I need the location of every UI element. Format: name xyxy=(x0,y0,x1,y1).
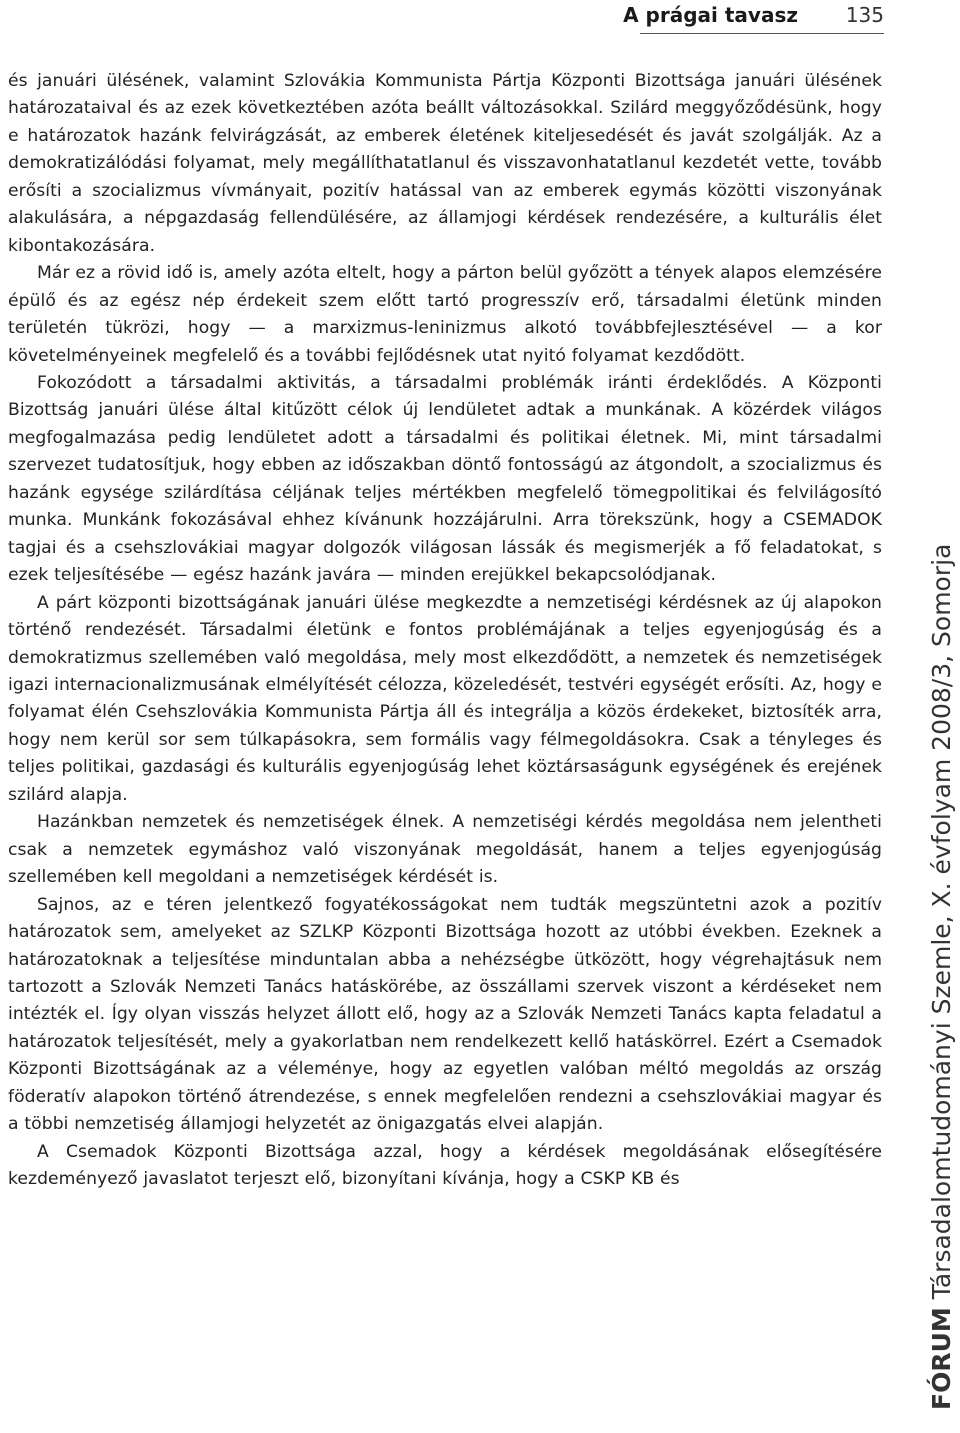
paragraph-6: Sajnos, az e téren jelentkező fogyatékosságokat nem tudták megszüntetni azok a pozitív határozatok sem, amelyeket az SZLKP Központi Bizottsága hozott az utóbbi években. Ezeknek a határozatoknak a teljesítése minduntalan abba a nehézségbe ütközött, hogy végrehajtásuk nem tartozott a Szlovák Nemzeti Tanács hatáskörébe, az összállami szervek viszont a kérdéseket nem intézték el. Így olyan visszás helyzet állott elő, hogy az a Szlovák Nemzeti Tanács kapta feladatul a határozatok teljesítését, mely a gyakorlatban nem rendelkezett kellő hatáskörrel. Ezért a Csemadok Központi Bizottságának az a véleménye, hogy az egyetlen valóban méltó megoldás az ország föderatív alapokon történő átrendezése, s ennek megfelelően rendezni a csehszlovákiai magyar és a többi nemzetiség államjogi helyzetét az önigazgatás elvei alapján. xyxy=(8,894,882,1135)
paragraph-3: Fokozódott a társadalmi aktivitás, a társadalmi problémák iránti érdeklődés. A Központi Bizottság januári ülése által kitűzött célok új lendületet adtak a munkának. A közérdek világos megfogalmazása pedig lendületet adott a társadalmi és politikai életnek. Mi, mint társadalmi szervezet tudatosítjuk, hogy ebben az időszakban döntő fontosságú az átgondolt, a szocializmus és hazánk egysége szilárdítása céljának teljes mértékben megfelelő tömegpolitikai és felvilágosító munka. Munkánk fokozásával ehhez kívánunk hozzájárulni. Arra törekszünk, hogy a CSEMADOK tagjai és a csehszlovákiai magyar dolgozók világosan lássák és megismerjék a fő feladatokat, s ezek teljesítésébe — egész hazánk javára — minden erejükkel bekapcsolódjanak. xyxy=(8,372,882,586)
paragraph-5: Hazánkban nemzetek és nemzetiségek élnek. A nemzetiségi kérdés megoldása nem jelentheti csak a nemzetek egymáshoz való viszonyának megoldását, hanem a teljes egyenjogúság szellemében kell megoldani a nemzetiségek kérdését is. xyxy=(8,812,882,888)
journal-brand: FÓRUM xyxy=(927,1307,956,1410)
journal-citation: Társadalomtudományi Szemle, X. évfolyam 2008/3, Somorja xyxy=(927,543,956,1308)
paragraph-2: Már ez a rövid idő is, amely azóta eltelt, hogy a párton belül győzött a tények alapos elemzésére épülő és az egész nép érdekeit szem előtt tartó progresszív erő, társadalmi életünk minden területén tükrözi, hogy — a marxizmus-leninizmus alkotó továbbfejlesztésével — a kor követelményeinek megfelelő és a további fejlődésnek utat nyitó folyamat kezdődött. xyxy=(8,263,882,366)
page-number: 135 xyxy=(845,3,884,27)
paragraph-7: A Csemadok Központi Bizottsága azzal, hogy a kérdések megoldásának elősegítésére kezdeményező javaslatot terjeszt elő, bizonyítani kívánja, hogy a CSKP KB és xyxy=(8,1141,882,1190)
header-rule xyxy=(640,33,884,34)
paragraph-1: és januári ülésének, valamint Szlovákia Kommunista Pártja Központi Bizottsága januári ülésének határozataival és az ezek következtében azóta beállt változásokkal. Szilárd meggyőződésünk, hogy e határozatok hazánk felvirágzását, az emberek életének kiteljesedését és javát szolgálják. Az a demokratizálódási folyamat, mely megállíthatatlanul és visszavonhatatlanul kezdetét vette, tovább erősíti a szocializmus vívmányait, pozitív hatással van az emberek egymás közötti viszonyának alakulására, a népgazdaság fellendülésére, az államjogi kérdések rendezésére, a kulturális élet kibontakozására. xyxy=(8,71,882,256)
running-head xyxy=(0,0,960,34)
running-head-title: A prágai tavasz xyxy=(623,3,798,27)
article-body xyxy=(8,68,882,1194)
journal-side-label xyxy=(927,530,957,1410)
paragraph-4: A párt központi bizottságának januári ülése megkezdte a nemzetiségi kérdésnek az új alapokon történő rendezését. Társadalmi életünk e fontos problémájának a teljes egyenjogúság és a demokratizmus szellemében való megoldása, mely most elkezdődött, a nemzetek és nemzetiségek igazi internacionalizmusának elmélyítését célozza, közeledését, testvéri egységét erősíti. Az, hogy e folyamat élén Csehszlovákia Kommunista Pártja áll és integrálja a közös érdekeket, biztosíték arra, hogy nem kerül sor sem túlkapásokra, sem formális vagy félmegoldásokra. Csak a tényleges és teljes politikai, gazdasági és kulturális egyenjogúság lehet köztársaságunk egységének és erejének szilárd alapja. xyxy=(8,592,882,805)
